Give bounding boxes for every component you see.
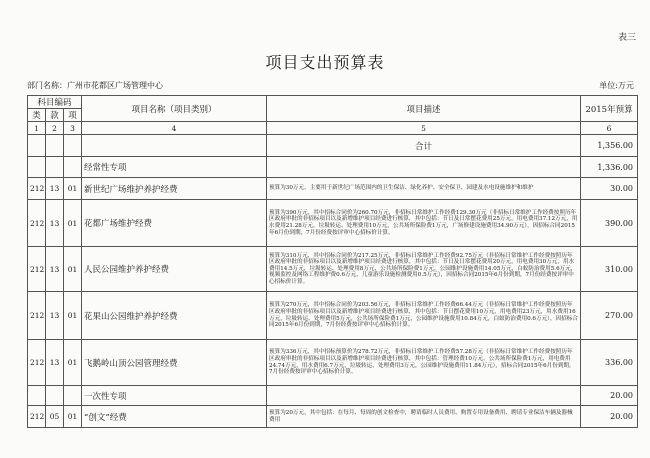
xiang-header: 项 (64, 109, 82, 122)
project-name-cell: 花果山公园维护养护经费 (82, 292, 267, 340)
lei-cell: 212 (28, 178, 46, 200)
column-index: 6 (581, 122, 638, 135)
table-row (28, 247, 638, 292)
onetime-amount: 20.00 (581, 386, 638, 406)
project-name-cell: 新世纪广场维护养护经费 (82, 178, 267, 200)
kuan-cell: 13 (46, 178, 64, 200)
kuan-header: 款 (46, 109, 64, 122)
recurring-category-row (28, 157, 638, 178)
kuan-cell: 13 (46, 247, 64, 292)
column-index: 5 (267, 122, 581, 135)
project-description-header: 项目描述 (267, 96, 581, 122)
xiang-cell: 01 (64, 292, 82, 340)
kuan-cell: 05 (46, 406, 64, 428)
project-description-cell: 预算为20万元，其中包括：在每月、每周的创文检查中，聘请临时人员费用、购置专用设备费用、聘请专业保洁车辆及器械费用 (267, 406, 581, 428)
project-description-cell: 预算为30万元，主要用于新世纪广场范围内的卫生保洁、绿化养护、安全保卫、园建及水电设施维护和维护 (267, 178, 581, 200)
budget-table (27, 95, 638, 428)
lei-cell: 212 (28, 340, 46, 386)
xiang-cell: 01 (64, 247, 82, 292)
xiang-cell: 01 (64, 340, 82, 386)
column-index: 1 (28, 122, 46, 135)
lei-cell: 212 (28, 247, 46, 292)
budget-2015-header: 2015年预算 (581, 96, 638, 122)
project-name-cell: 飞鹅岭山顶公园管理经费 (82, 340, 267, 386)
kuan-cell: 13 (46, 200, 64, 247)
amount-cell: 336.00 (581, 340, 638, 386)
table-row (28, 178, 638, 200)
project-description-cell: 预算为336万元，其中招标预算价为278.72万元，非招标日常维护工作经费57.28万元（非招标日常维护工作经费按照历年区政府审批的非招标项目以及新增维护项目经费进行核算，其中包括：管理经费10万元，公共场所保险费1万元，用电费用24.74万元，用水费用6.7万元，垃圾转运、处理费用3万元，公园维护设施费用11.84万元），招标合同2015年6月份到期，7月份经费按评审中心招标价计算。 (267, 340, 581, 386)
subject-code-header: 科目编码 (28, 96, 82, 109)
total-row (28, 135, 638, 157)
onetime-category-row (28, 386, 638, 406)
amount-cell: 30.00 (581, 178, 638, 200)
table-row (28, 406, 638, 428)
lei-header: 类 (28, 109, 46, 122)
unit-label: 单位:万元 (599, 81, 634, 90)
onetime-label: 一次性专项 (82, 386, 267, 406)
xiang-cell: 01 (64, 200, 82, 247)
amount-cell: 20.00 (581, 406, 638, 428)
lei-cell: 212 (28, 200, 46, 247)
project-name-cell: 花都广场维护经费 (82, 200, 267, 247)
table-row (28, 340, 638, 386)
column-index: 2 (46, 122, 64, 135)
project-name-cell: 人民公园维护养护经费 (82, 247, 267, 292)
xiang-cell: 01 (64, 178, 82, 200)
project-name-cell: “创文”经费 (82, 406, 267, 428)
amount-cell: 270.00 (581, 292, 638, 340)
department-name: 部门名称：广州市花都区广场管理中心 (27, 81, 163, 90)
project-name-header: 项目名称（项目类别） (82, 96, 267, 122)
column-index: 4 (82, 122, 267, 135)
recurring-amount: 1,336.00 (581, 157, 638, 178)
amount-cell: 390.00 (581, 200, 638, 247)
lei-cell: 212 (28, 292, 46, 340)
xiang-cell: 01 (64, 406, 82, 428)
recurring-label: 经常性专项 (82, 157, 267, 178)
kuan-cell: 13 (46, 292, 64, 340)
table-row (28, 292, 638, 340)
project-description-cell: 预算为310万元，其中招标合同价为217.25万元，非招标日常维护工作经费92.75万元（非招标日常维护工作经费按照历年区政府审批的非招标项目以及新增维护项目经费进行核算，其中包括：节日及日常摆花费用20万元，用电费用30万元，用水费用14.5万元，垃圾转运、处理费用8万元，公共场所保险费1万元，公园维护设施费用14.05万元，白蚁防治费用5.6万元，视频监控及网络工程维护费0.6万元，儿童游乐设施检测费用0.5万元），因招标合同2015年6月份到期，7月份经费按评审中心招标价计算。 (267, 247, 581, 292)
total-amount: 1,356.00 (581, 135, 638, 157)
project-description-cell: 预算为390万元，其中招标合同价为260.70万元，非招标日常维护工作经费129.30万元（非招标日常维护工作经费按照历年区政府审批的非招标项目以及新增维护项目经费进行核算，其中包括：节日及日常摆花费用25万元，用电费用37.12万元，用水费用21.28万元，垃圾转运、处理费用10万元，公共场所保险费1万元，广场修建设施费用34.90万元），因招标合同2015年6月份到期，7月份经费按评审中心招标价计算。 (267, 200, 581, 247)
page-title: 项目支出预算表 (265, 53, 385, 72)
lei-cell: 212 (28, 406, 46, 428)
table-row (28, 200, 638, 247)
column-index-row (28, 122, 638, 135)
kuan-cell: 13 (46, 340, 64, 386)
column-index: 3 (64, 122, 82, 135)
amount-cell: 310.00 (581, 247, 638, 292)
header-row-1 (28, 96, 638, 109)
project-description-cell: 预算为270万元，其中招标合同价为203.56万元，非招标日常维护工作经费66.44万元（非招标日常维护工作经费按照历年区政府审批的非招标项目以及新增维护项目经费进行核算，其中包括：节日摆花费用10万元，用电费用23万元，用水费用16万元，垃圾转运、处理费用5万元，公共场所保险费1万元，公园维护设施费用10.84万元，白蚁防治费用0.6万元），因招标合同2015年6月份到期，7月份经费按评审中心招标价计算。 (267, 292, 581, 340)
total-label: 合计 (267, 135, 581, 157)
table-number: 表三 (617, 33, 636, 43)
